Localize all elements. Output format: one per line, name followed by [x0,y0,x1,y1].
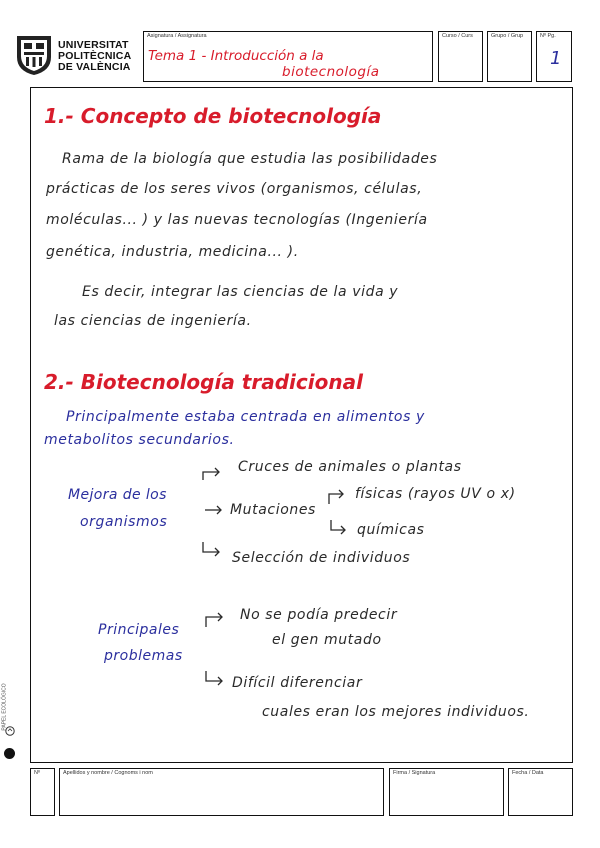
recycle-icon [5,726,15,736]
mejora-label-line-1: Mejora de los [68,487,167,503]
university-line-3: DE VALÈNCIA [58,61,131,73]
mejora-item-cruces: Cruces de animales o plantas [238,459,462,475]
s1-line-2: prácticas de los seres vivos (organismos, células, [46,181,423,197]
section-2-title: 2.- Biotecnología tradicional [44,370,363,394]
mejora-item-quimicas: químicas [357,522,425,538]
footer-date-label: Fecha / Data [512,770,544,776]
footer-signature-label: Firma / Signatura [393,770,436,776]
subject-line-1: Tema 1 - Introducción a la [148,48,324,64]
university-name [58,40,131,73]
problemas-label-line-2: problemas [104,648,183,664]
side-badge-icon [4,748,15,759]
course-label: Curso / Curs [442,33,473,39]
problema-1-line-2: el gen mutado [272,632,382,648]
group-box [487,31,532,82]
s1-line-4: genética, industria, medicina... ). [46,244,299,260]
university-logo [14,33,54,77]
s2-intro-line-1: Principalmente estaba centrada en alimentos y [66,409,425,425]
footer-name-label: Apellidos y nombre / Cognoms i nom [63,770,153,776]
problema-1-line-1: No se podía predecir [240,607,398,623]
university-line-1: UNIVERSITAT [58,39,129,51]
s1-line-3: moléculas... ) y las nuevas tecnologías (Ingeniería [46,212,428,228]
footer-number-label: Nº [34,770,40,776]
page-number-label: Nº Pg. [540,33,556,39]
page-number-value: 1 [550,48,562,69]
footer-number-box [30,768,55,816]
group-label: Grupo / Grup [491,33,524,39]
section-1-title: 1.- Concepto de biotecnología [44,104,382,128]
footer-name-box [59,768,384,816]
page-number-box [536,31,572,82]
s1-line-6: las ciencias de ingeniería. [54,313,252,329]
problemas-label-line-1: Principales [98,622,180,638]
subject-line-2: biotecnología [282,64,380,80]
mejora-item-mutaciones: Mutaciones [230,502,316,518]
s2-intro-line-2: metabolitos secundarios. [44,432,235,448]
university-shield-icon [14,33,54,77]
university-line-2: POLITÈCNICA [58,50,132,62]
arrow-cruces-icon [203,472,219,480]
mejora-item-fisicas: físicas (rayos UV o x) [355,486,516,502]
subject-box [143,31,433,82]
footer-date-box [508,768,573,816]
mejora-label-line-2: organismos [80,514,168,530]
side-text: PAPEL ECOLÓGICO [1,683,8,731]
mejora-item-seleccion: Selección de individuos [232,550,411,566]
problema-2-line-2: cuales eran los mejores individuos. [262,704,530,720]
problema-2-line-1: Difícil diferenciar [232,675,363,691]
s1-line-5: Es decir, integrar las ciencias de la vida y [82,284,399,300]
subject-label: Asignatura / Assignatura [147,33,207,39]
course-box [438,31,483,82]
footer-signature-box [389,768,504,816]
s1-line-1: Rama de la biología que estudia las posibilidades [62,151,438,167]
